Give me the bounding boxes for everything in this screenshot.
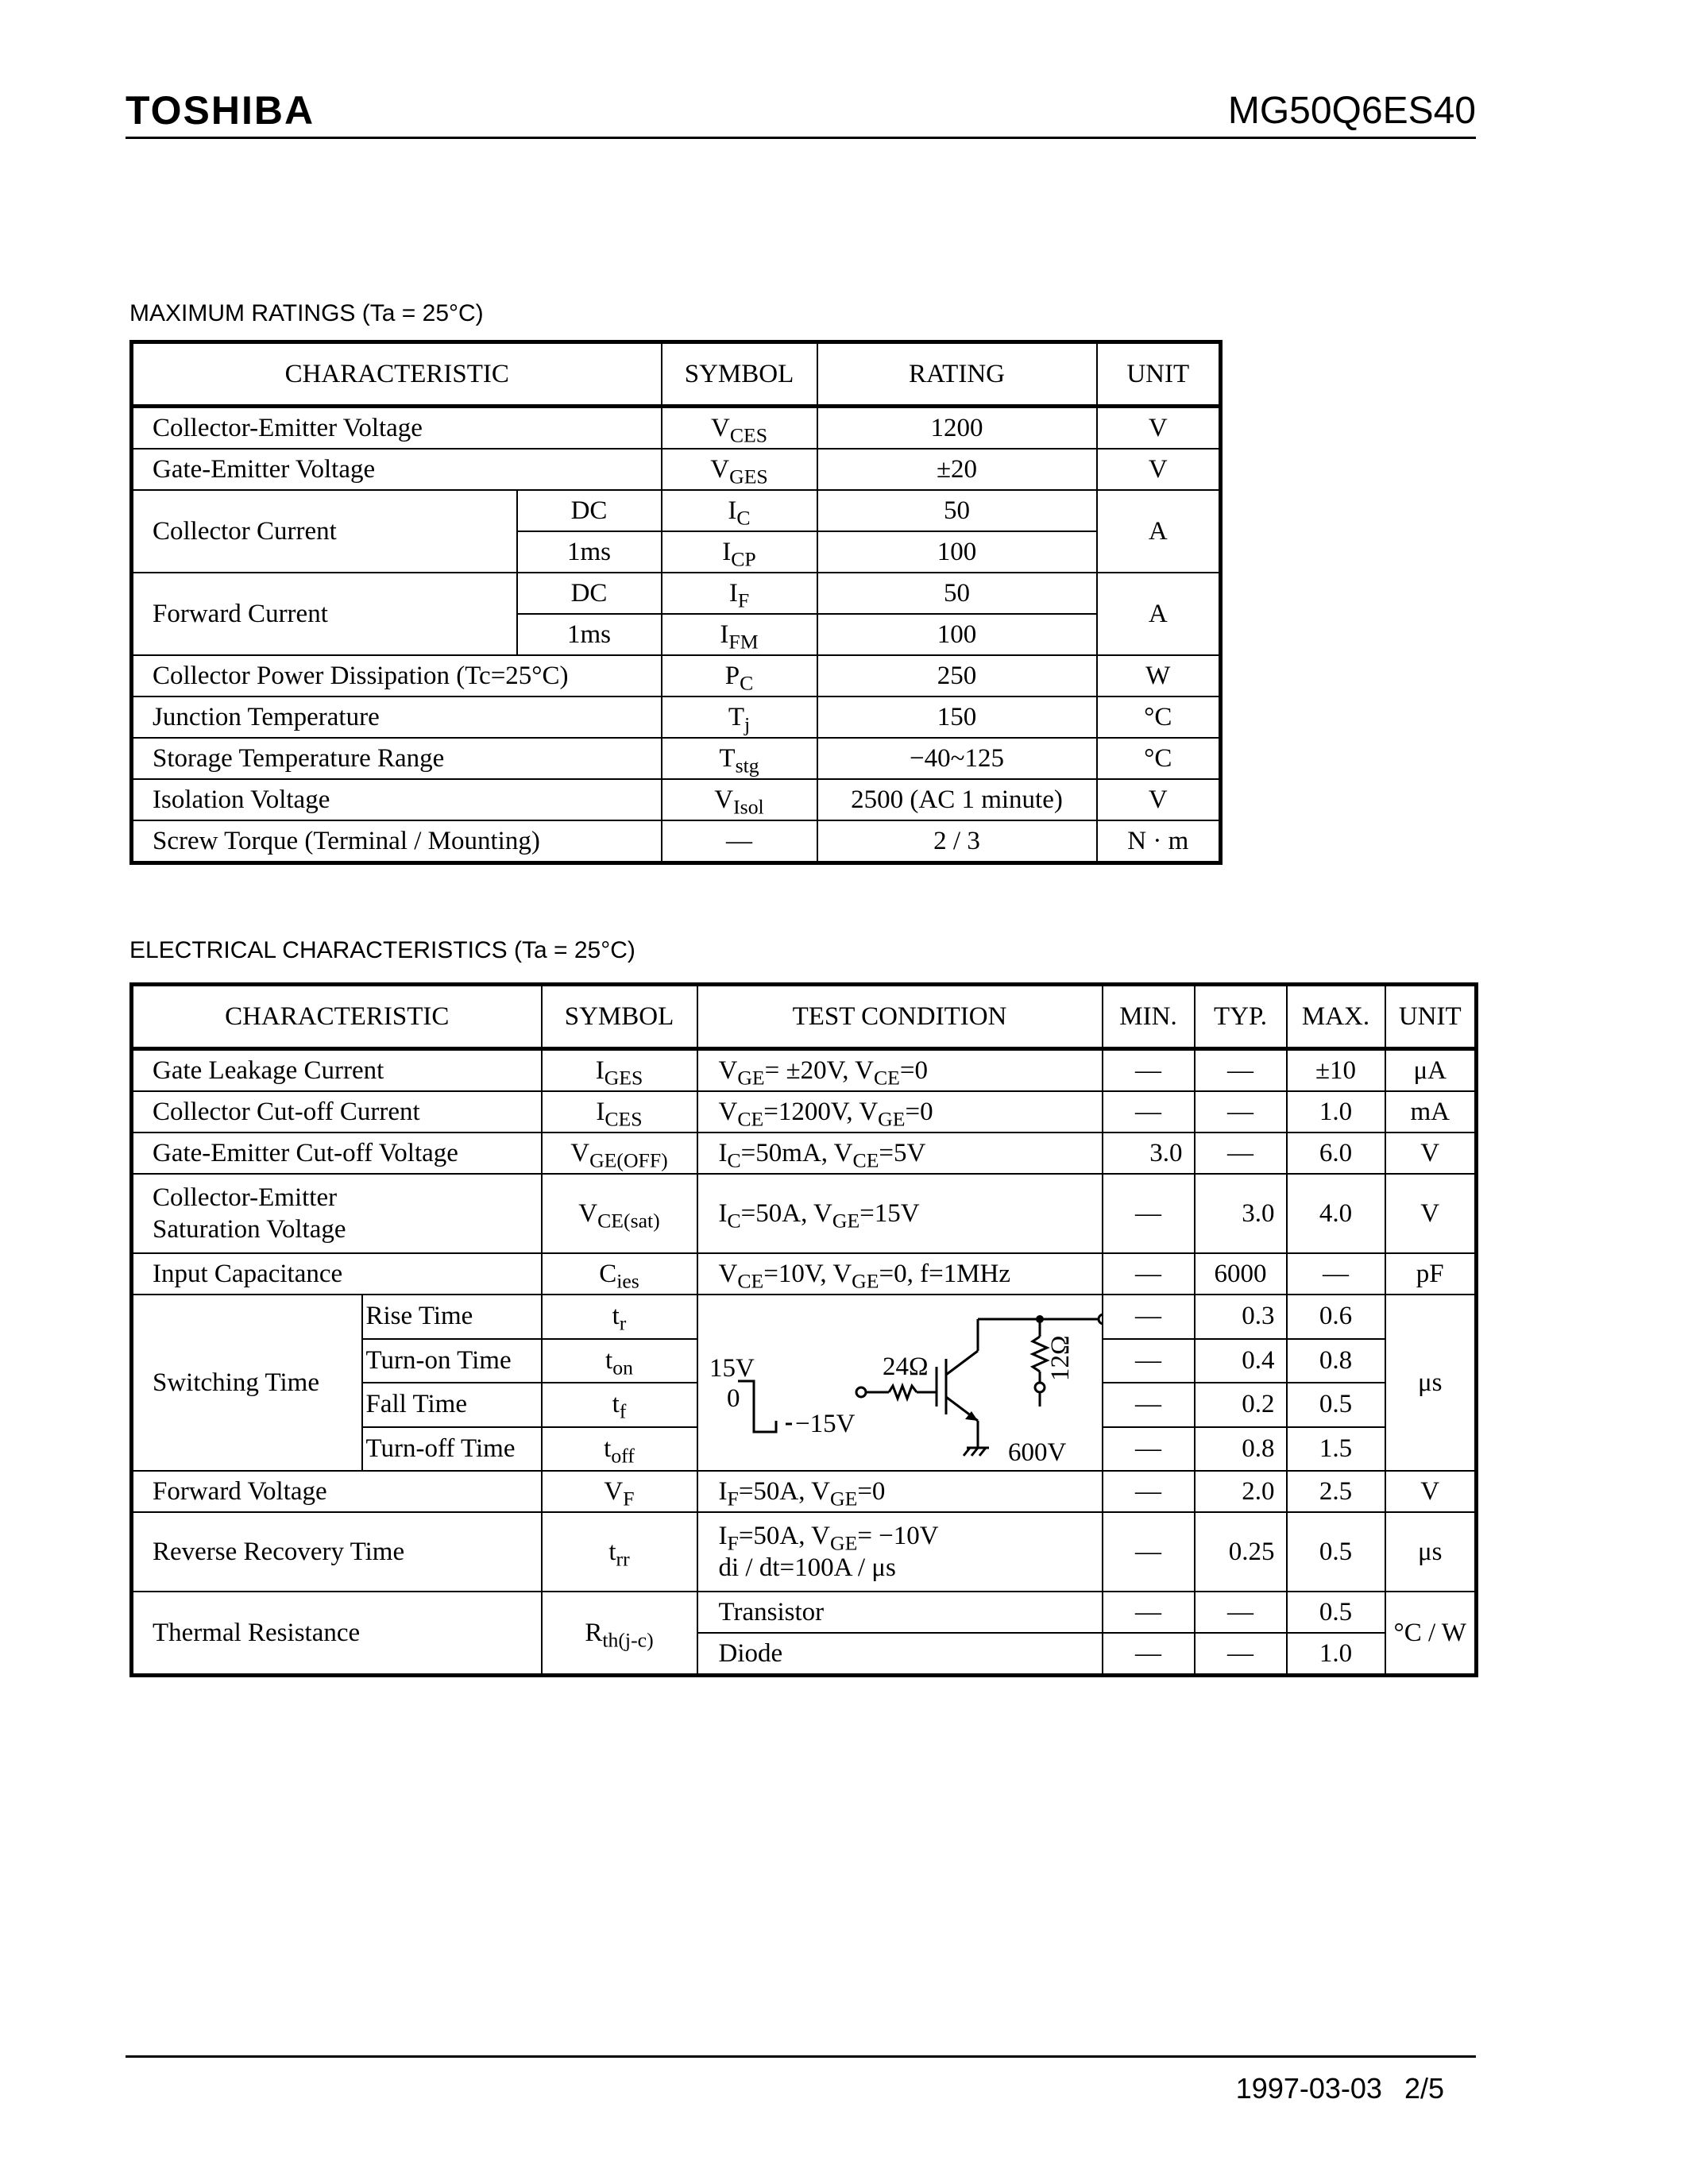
table-row [132,1512,1477,1592]
header-cell: CHARACTERISTIC [132,342,662,407]
table-row [132,1133,1477,1174]
symbol-cell: $V_{CE(sat)}$ [542,1174,697,1253]
unit-cell: μs [1385,1295,1477,1471]
min-cell: — [1103,1049,1195,1092]
rating-cell: 50 [817,573,1097,614]
switching-label-cell: Fall Time [362,1383,542,1427]
part-number: MG50Q6ES40 [1227,90,1476,132]
characteristic-cell: Input Capacitance [132,1253,542,1295]
symbol-cell: $I_{GES}$ [542,1049,697,1092]
characteristic-cell: Collector Power Dissipation (Tc=25°C) [132,655,662,696]
unit-cell: °C / W [1385,1592,1477,1676]
symbol-cell: — [662,820,817,863]
max-ratings-title: MAXIMUM RATINGS (Ta = 25°C) [129,300,484,326]
typ-cell: — [1195,1592,1287,1633]
characteristic-cell: Reverse Recovery Time [132,1512,542,1592]
table-row [132,490,1221,531]
test-condition-cell: $I_F=50A$, $V_{GE}= -10V$ di / dt=100A / μs [697,1512,1103,1592]
min-cell: — [1103,1091,1195,1133]
unit-cell: V [1385,1174,1477,1253]
header-cell: SYMBOL [662,342,817,407]
symbol-cell: $R_{th(j-c)}$ [542,1592,697,1676]
min-cell: — [1103,1174,1195,1253]
typ-cell: — [1195,1049,1287,1092]
unit-cell: V [1097,779,1221,820]
typ-cell: 0.8 [1195,1427,1287,1472]
test-condition-cell: $V_{GE}= \pm 20V$, $V_{CE}=0$ [697,1049,1103,1092]
test-condition-cell: $I_F=50A$, $V_{GE}=0$ [697,1471,1103,1512]
header-cell: RATING [817,342,1097,407]
characteristic-cell: Collector-Emitter Voltage [132,407,662,450]
header-cell: CHARACTERISTIC [132,985,542,1049]
condition-cell: DC [517,490,662,531]
test-condition-cell: $V_{CE}=10V$, $V_{GE}=0$, f=1MHz [697,1253,1103,1295]
max-cell: 0.6 [1287,1295,1385,1339]
typ-cell: — [1195,1091,1287,1133]
condition-cell: DC [517,573,662,614]
test-condition-cell: $I_C=50A$, $V_{GE}=15V$ [697,1174,1103,1253]
unit-cell: μA [1385,1049,1477,1092]
min-cell: — [1103,1471,1195,1512]
unit-cell: V [1097,449,1221,490]
typ-cell: 0.4 [1195,1339,1287,1383]
characteristic-cell: Thermal Resistance [132,1592,542,1676]
characteristic-cell: Forward Current [132,573,517,655]
table-row [132,655,1221,696]
electrical-characteristics-table [129,982,1478,1677]
symbol-cell: $I_{FM}$ [662,614,817,655]
table-row [132,573,1221,614]
test-condition-cell: Transistor [697,1592,1103,1633]
rating-cell: 2 / 3 [817,820,1097,863]
table-row [132,449,1221,490]
characteristic-cell: Collector-Emitter Saturation Voltage [132,1174,542,1253]
min-cell: 3.0 [1103,1133,1195,1174]
rating-cell: 150 [817,696,1097,738]
rating-cell: 50 [817,490,1097,531]
characteristic-cell: Forward Voltage [132,1471,542,1512]
symbol-cell: $I_{CP}$ [662,531,817,573]
supply-voltage-label: 600V [1007,1438,1066,1467]
min-cell: — [1103,1383,1195,1427]
unit-cell: °C [1097,738,1221,779]
unit-cell: W [1097,655,1221,696]
table-row [132,1253,1477,1295]
table-row [132,779,1221,820]
symbol-cell: $I_C$ [662,490,817,531]
table-row [132,820,1221,863]
unit-cell: N · m [1097,820,1221,863]
rating-cell: ±20 [817,449,1097,490]
unit-cell: pF [1385,1253,1477,1295]
typ-cell: — [1195,1633,1287,1676]
table-row [132,1049,1477,1092]
header-cell: UNIT [1097,342,1221,407]
page-number: 2/5 [1404,2072,1444,2105]
symbol-cell: $t_{on}$ [542,1339,697,1383]
test-condition-cell: $V_{CE}=1200V$, $V_{GE}=0$ [697,1091,1103,1133]
typ-cell: 0.3 [1195,1295,1287,1339]
header-cell: MAX. [1287,985,1385,1049]
table-row [132,407,1221,450]
typ-cell: 0.2 [1195,1383,1287,1427]
unit-cell: A [1097,573,1221,655]
page-header [126,87,1476,139]
page-footer [126,2055,1476,2105]
rating-cell: 1200 [817,407,1097,450]
characteristic-cell: Switching Time [132,1295,362,1471]
document-date: 1997-03-03 [1235,2072,1382,2105]
max-cell: 6.0 [1287,1133,1385,1174]
min-cell: — [1103,1427,1195,1472]
condition-cell: 1ms [517,531,662,573]
symbol-cell: $V_{GES}$ [662,449,817,490]
rating-cell: 2500 (AC 1 minute) [817,779,1097,820]
pulse-low-label: −15V [794,1410,855,1438]
max-cell: ±10 [1287,1049,1385,1092]
characteristic-cell: Gate-Emitter Voltage [132,449,662,490]
test-circuit-diagram [698,1295,1102,1470]
characteristic-cell: Screw Torque (Terminal / Mounting) [132,820,662,863]
symbol-cell: $t_r$ [542,1295,697,1339]
max-cell: 2.5 [1287,1471,1385,1512]
brand-logo: TOSHIBA [126,88,315,133]
switching-label-cell: Turn-off Time [362,1427,542,1472]
max-cell: — [1287,1253,1385,1295]
symbol-cell: $I_{CES}$ [542,1091,697,1133]
typ-cell: 0.25 [1195,1512,1287,1592]
max-cell: 1.0 [1287,1091,1385,1133]
max-ratings-table [129,340,1223,865]
table-header-row [132,985,1477,1049]
typ-cell: 6000 [1195,1253,1287,1295]
characteristic-cell: Gate-Emitter Cut-off Voltage [132,1133,542,1174]
min-cell: — [1103,1339,1195,1383]
header-cell: TEST CONDITION [697,985,1103,1049]
max-cell: 1.5 [1287,1427,1385,1472]
rating-cell: −40~125 [817,738,1097,779]
typ-cell: — [1195,1133,1287,1174]
max-cell: 0.5 [1287,1592,1385,1633]
typ-cell: 3.0 [1195,1174,1287,1253]
symbol-cell: $t_f$ [542,1383,697,1427]
max-cell: 0.8 [1287,1339,1385,1383]
table-row [132,1471,1477,1512]
rating-cell: 100 [817,614,1097,655]
min-cell: — [1103,1592,1195,1633]
min-cell: — [1103,1295,1195,1339]
table-row [132,738,1221,779]
header-cell: SYMBOL [542,985,697,1049]
symbol-cell: $P_C$ [662,655,817,696]
header-cell: UNIT [1385,985,1477,1049]
table-row [132,696,1221,738]
test-condition-cell: $I_C=50mA$, $V_{CE}=5V$ [697,1133,1103,1174]
min-cell: — [1103,1512,1195,1592]
symbol-cell: $C_{ies}$ [542,1253,697,1295]
table-row [132,1295,1477,1339]
switching-test-circuit [697,1295,1103,1471]
unit-cell: A [1097,490,1221,573]
symbol-cell: $V_{GE(OFF)}$ [542,1133,697,1174]
unit-cell: V [1385,1471,1477,1512]
table-row [132,1091,1477,1133]
symbol-cell: $T_j$ [662,696,817,738]
characteristic-cell: Collector Cut-off Current [132,1091,542,1133]
electrical-characteristics-title: ELECTRICAL CHARACTERISTICS (Ta = 25°C) [129,937,635,963]
symbol-cell: $V_F$ [542,1471,697,1512]
characteristic-cell: Storage Temperature Range [132,738,662,779]
characteristic-cell: Collector Current [132,490,517,573]
symbol-cell: $T_{stg}$ [662,738,817,779]
header-cell: MIN. [1103,985,1195,1049]
max-cell: 4.0 [1287,1174,1385,1253]
characteristic-cell: Junction Temperature [132,696,662,738]
condition-cell: 1ms [517,614,662,655]
table-row [132,1592,1477,1633]
typ-cell: 2.0 [1195,1471,1287,1512]
symbol-cell: $I_F$ [662,573,817,614]
rating-cell: 250 [817,655,1097,696]
test-condition-cell: Diode [697,1633,1103,1676]
rating-cell: 100 [817,531,1097,573]
header-cell: TYP. [1195,985,1287,1049]
max-cell: 0.5 [1287,1383,1385,1427]
table-row [132,1174,1477,1253]
table-header-row [132,342,1221,407]
symbol-cell: $t_{rr}$ [542,1512,697,1592]
characteristic-cell: Gate Leakage Current [132,1049,542,1092]
max-cell: 0.5 [1287,1512,1385,1592]
switching-label-cell: Turn-on Time [362,1339,542,1383]
unit-cell: μs [1385,1512,1477,1592]
max-cell: 1.0 [1287,1633,1385,1676]
min-cell: — [1103,1253,1195,1295]
load-resistor-label: 12Ω [1045,1335,1075,1381]
unit-cell: °C [1097,696,1221,738]
characteristic-cell: Isolation Voltage [132,779,662,820]
unit-cell: mA [1385,1091,1477,1133]
footer-text [1236,2072,1444,2105]
symbol-cell: $t_{off}$ [542,1427,697,1472]
switching-label-cell: Rise Time [362,1295,542,1339]
symbol-cell: $V_{CES}$ [662,407,817,450]
pulse-high-label: 15V [709,1354,755,1383]
unit-cell: V [1097,407,1221,450]
unit-cell: V [1385,1133,1477,1174]
pulse-zero-label: 0 [726,1384,740,1413]
min-cell: — [1103,1633,1195,1676]
gate-resistor-label: 24Ω [882,1352,929,1381]
symbol-cell: $V_{Isol}$ [662,779,817,820]
